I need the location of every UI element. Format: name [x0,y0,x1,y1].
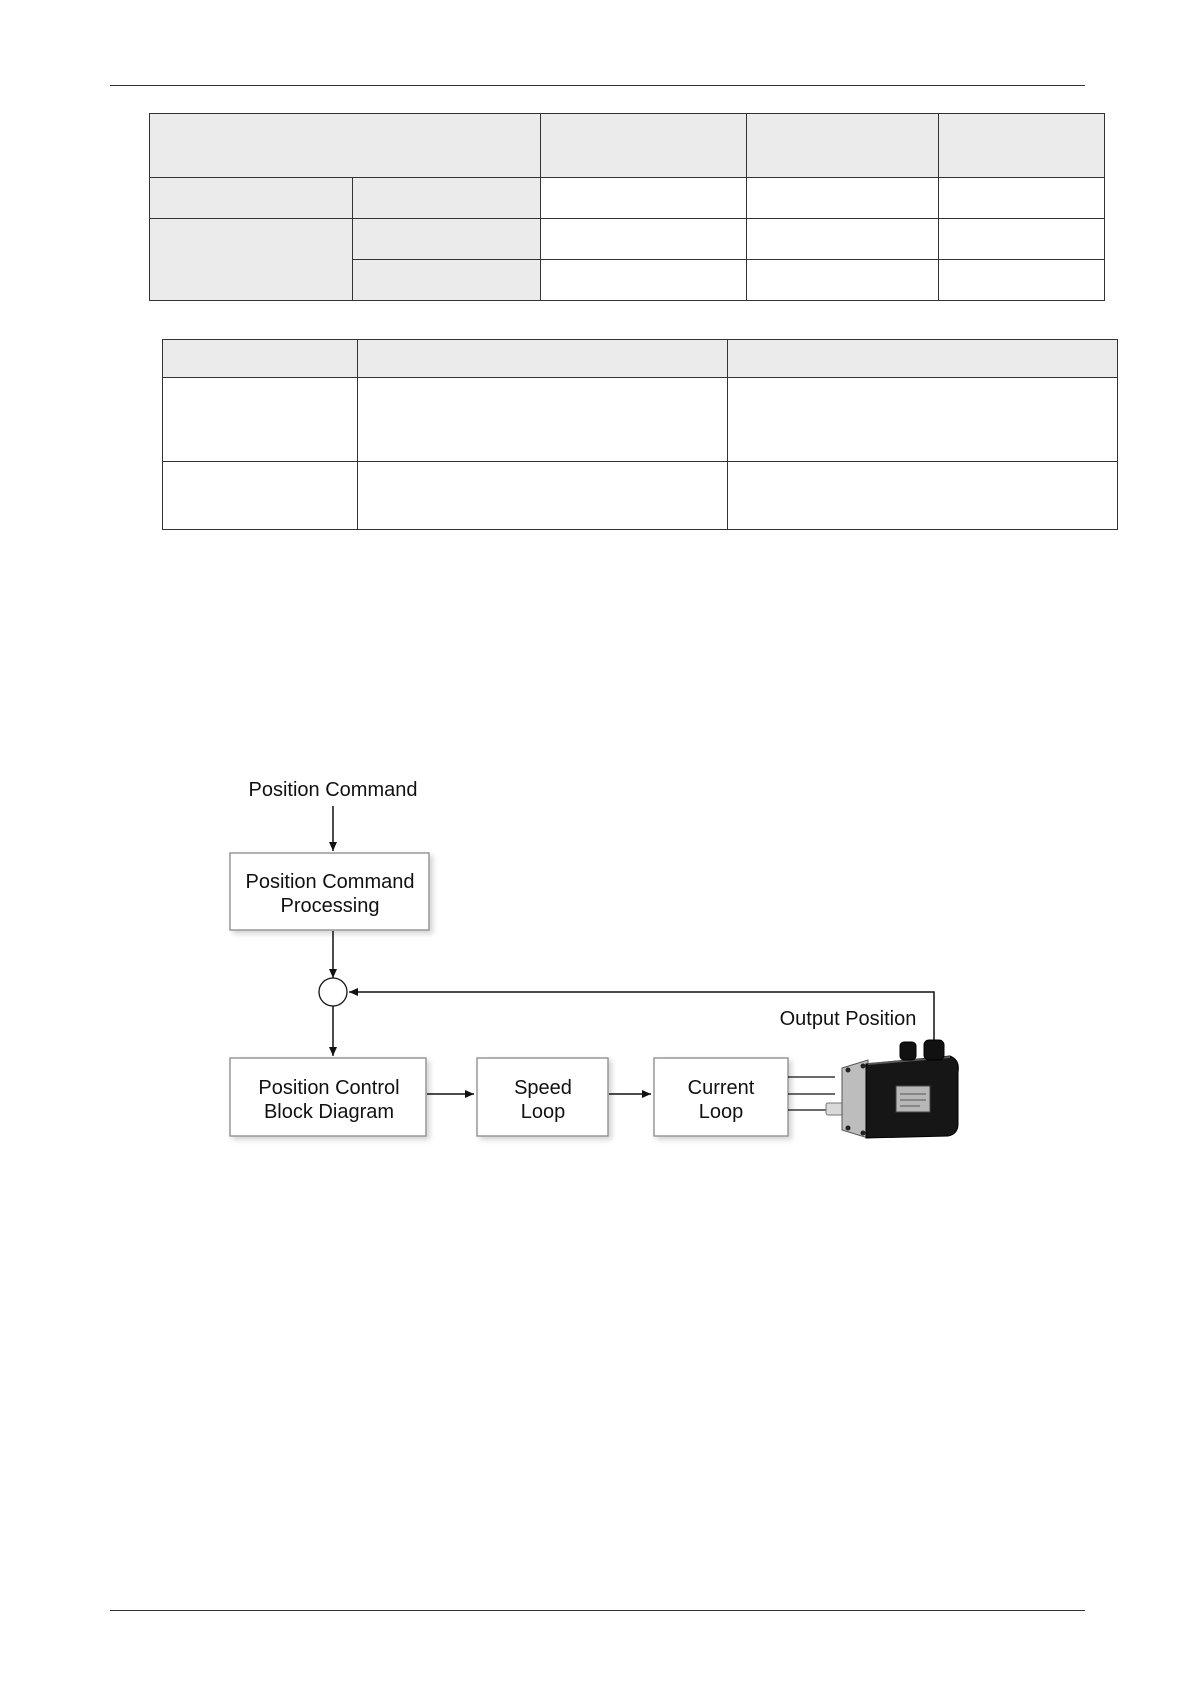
block-speed-loop [477,1058,608,1136]
summing-junction-icon [319,978,347,1006]
block-processing-line1: Position Command [245,871,415,893]
input-label: Position Command [248,779,418,801]
block-current-loop [654,1058,788,1136]
block-current-line1: Current [687,1077,755,1099]
block-speed-line1: Speed [514,1077,572,1099]
block-current-line2: Loop [698,1101,744,1123]
block-position-control [230,1058,426,1136]
servo-motor-icon [826,1040,958,1138]
block-processing-line2: Processing [280,895,380,917]
block-processing [230,853,429,930]
footer-rule [110,1610,1085,1611]
block-speed-line2: Loop [520,1101,566,1123]
output-label: Output Position [779,1008,917,1030]
block-control-line1: Position Control [258,1077,400,1099]
block-control-line2: Block Diagram [263,1101,395,1123]
